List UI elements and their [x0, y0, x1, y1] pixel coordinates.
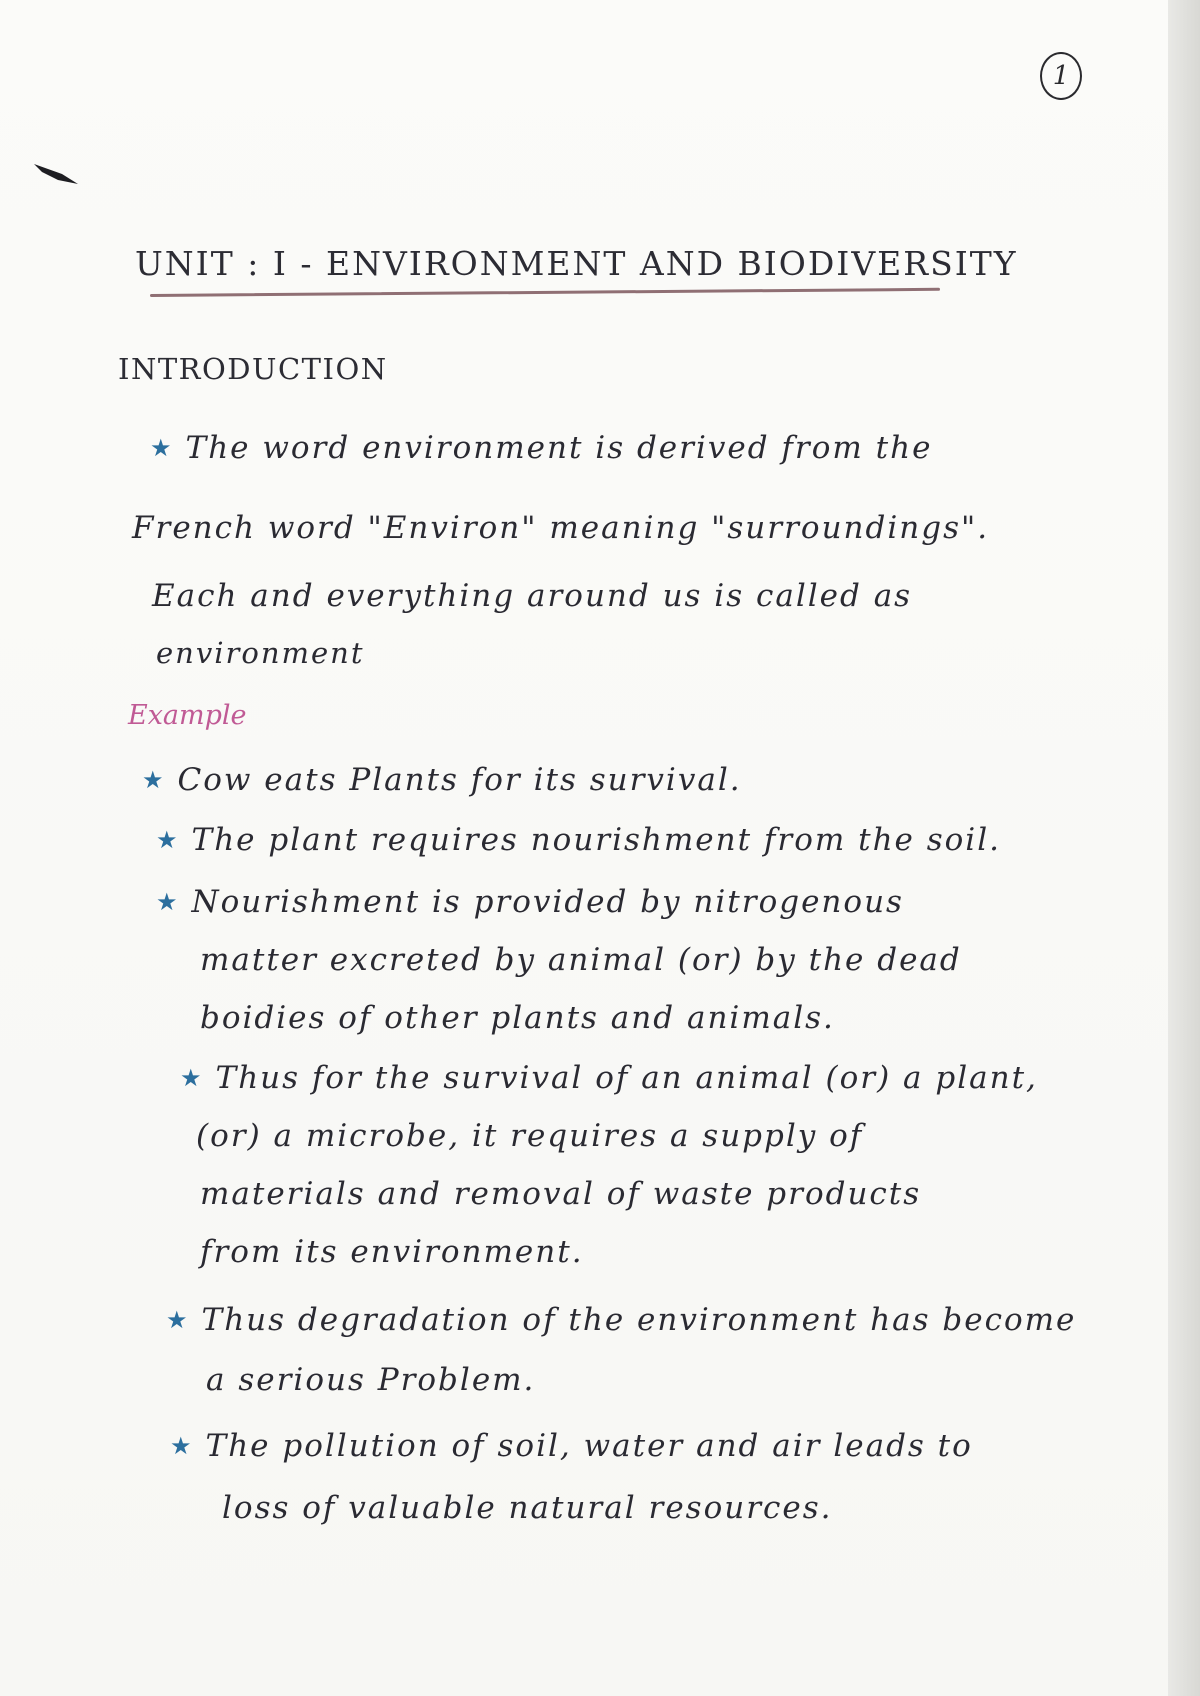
example-line: ★ Nourishment is provided by nitrogenous — [156, 884, 904, 920]
page-edge — [1168, 0, 1200, 1696]
unit-title: UNIT : I - ENVIRONMENT AND BIODIVERSITY — [135, 244, 1018, 283]
example-label: Example — [128, 700, 247, 731]
star-bullet-icon: ★ — [156, 888, 180, 916]
intro-line: ★ The word environment is derived from the — [150, 430, 933, 466]
star-bullet-icon: ★ — [150, 434, 174, 462]
example-line: boidies of other plants and animals. — [200, 1000, 835, 1036]
star-bullet-icon: ★ — [142, 766, 166, 794]
example-line: from its environment. — [200, 1234, 584, 1270]
star-bullet-icon: ★ — [170, 1432, 194, 1460]
intro-line: French word "Environ" meaning "surroundings". — [132, 510, 990, 546]
example-line: materials and removal of waste products — [200, 1176, 922, 1212]
example-line: (or) a microbe, it requires a supply of — [196, 1118, 864, 1154]
example-line: ★ Thus degradation of the environment has become — [166, 1302, 1077, 1338]
section-heading: INTRODUCTION — [118, 352, 388, 386]
example-line: a serious Problem. — [206, 1362, 536, 1398]
intro-line: Each and everything around us is called as — [152, 578, 913, 614]
example-line: loss of valuable natural resources. — [222, 1490, 833, 1526]
example-line: ★ Thus for the survival of an animal (or) a plant, — [180, 1060, 1038, 1096]
star-bullet-icon: ★ — [166, 1306, 190, 1334]
example-line: ★ The pollution of soil, water and air leads to — [170, 1428, 973, 1464]
example-line: ★ The plant requires nourishment from the soil. — [156, 822, 1001, 858]
corner-mark — [32, 160, 80, 186]
example-line: matter excreted by animal (or) by the dead — [200, 942, 962, 978]
star-bullet-icon: ★ — [156, 826, 180, 854]
intro-line: environment — [156, 636, 365, 670]
example-line: ★ Cow eats Plants for its survival. — [142, 762, 742, 798]
page-number: 1 — [1040, 52, 1082, 100]
star-bullet-icon: ★ — [180, 1064, 204, 1092]
title-underline — [150, 288, 940, 297]
